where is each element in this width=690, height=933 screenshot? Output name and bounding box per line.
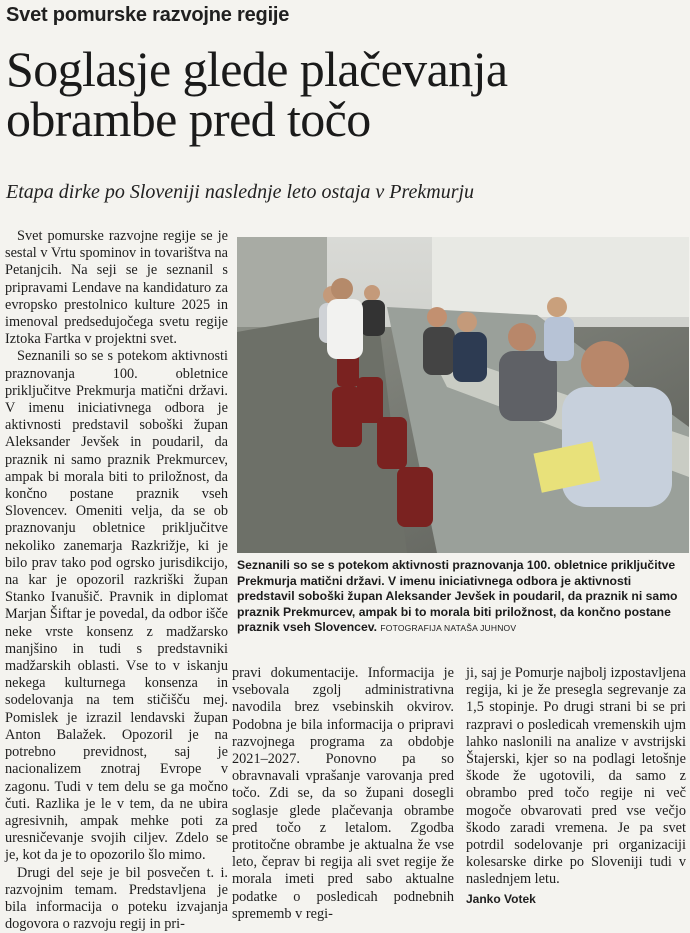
caption-text: Seznanili so se s potekom aktivnosti praznovanja 100. obletnice priključitve Prekmurja matični državi. V imenu iniciativnega odbora je aktivnosti predstavil soboški župan Aleksander Jevšek in poudaril, da praznik ni samo praznik Prekmurcev, ampak bi to morala biti priložnost, da končno postane praznik vseh Slovencev. [237, 558, 678, 635]
paragraph: Svet pomurske razvojne regije se je sestal v Vrtu spominov in tovarištva na Petanjcih. Na seji se je seznanil s pripravami Lendave na kandidaturo za evropsko prestolnico kulture 2025 in imenoval predsedujočega svetu regije Iztoka Fartka v projektni svet. [5, 228, 228, 348]
paragraph: Drugi del seje je bil posvečen t. i. razvojnim temam. Predstavljena je bila informacija o poteku izvajanja dogovora o razvoju regij in pri- [5, 864, 228, 933]
photo-credit: FOTOGRAFIJA NATAŠA JUHNOV [380, 623, 517, 634]
meeting-photo [237, 237, 689, 553]
article-headline: Soglasje glede plačevanja obrambe pred točo [6, 41, 508, 147]
author-byline: Janko Votek [466, 891, 536, 906]
article-photo [237, 237, 689, 553]
text-column-2 [232, 665, 454, 923]
paragraph: Seznanili so se s potekom aktivnosti praznovanja 100. obletnice priključitve Prekmurja matični državi. V imenu iniciativnega odbora je aktivnosti predstavil soboški župan Aleksander Jevšek in poudaril, da praznik ni samo praznik Prekmurcev, ampak bi morala biti to priložnost, da končno postane praznik vseh Slovencev. Omeniti velja, da se ob praznovanju obletnice priključitve nekoliko zanemarja Razkrižje, ki je bilo prav tako pod ogrsko jurisdikcijo, na kar je opozoril razkriški župan Stanko Ivanušič. Pravnik in diplomat Marjan Šiftar je povedal, da odbor išče neke vrste konsenz z madžarsko manjšino in tudi s predstavniki madžarskih oblasti. Vse to v iskanju nekega kulturnega konsenza in sodelovanja na tem stičišču mej. Pomislek je izrazil lendavski župan Anton Balažek. Opozoril je na potrebno previdnost, saj je nacionalizem znotraj Evrope v zagonu. Tudi v tem delu se ga močno čuti. Razlika je le v tem, da ne ubira agresivnih, ampak mehke poti za uresničevanje svojih ciljev. Zdelo se je, kot da je to opozorilo šlo mimo. [5, 348, 228, 864]
paragraph: ji, saj je Pomurje najbolj izpostavljena regija, ki je že presegla segrevanje za 1,5 stopinje. Po drugi strani bi se pri razpravi o posledicah vremenskih ujm lahko naslonili na analize v avstrijski Štajerski, kjer so na podlagi letošnje škode že ugotovili, da samo z obrambo pred točo regije ni več mogoče obvarovati pred vse večjo škodo zaradi vremena. Je pa svet potrdil sodelovanje pri organizaciji kolesarske dirke po Sloveniji tudi v naslednjem letu. [466, 665, 686, 888]
text-column-1 [5, 228, 228, 933]
paragraph: pravi dokumentacije. Informacija je vsebovala zgolj administrativna navodila brez vsebinskih okvirov. Podobna je bila informacija o pripravi razvojnega programa za obdobje 2021–2027. Ponovno pa so obravnavali vprašanje varovanja pred točo. Zdi se, da so župani dosegli soglasje glede plačevanja obrambe pred točo z letalom. Zgodba protitočne obrambe je aktualna že vse leto, čeprav bi regija ali svet regije že morala imeti pred sabo aktualne podatke o posledicah podnebnih sprememb v regi- [232, 665, 454, 922]
article-subtitle: Etapa dirke po Sloveniji naslednje leto ostaja v Prekmurju [6, 181, 475, 203]
photo-caption [237, 558, 689, 637]
text-column-3 [466, 665, 686, 908]
article-kicker: Svet pomurske razvojne regije [6, 4, 290, 26]
